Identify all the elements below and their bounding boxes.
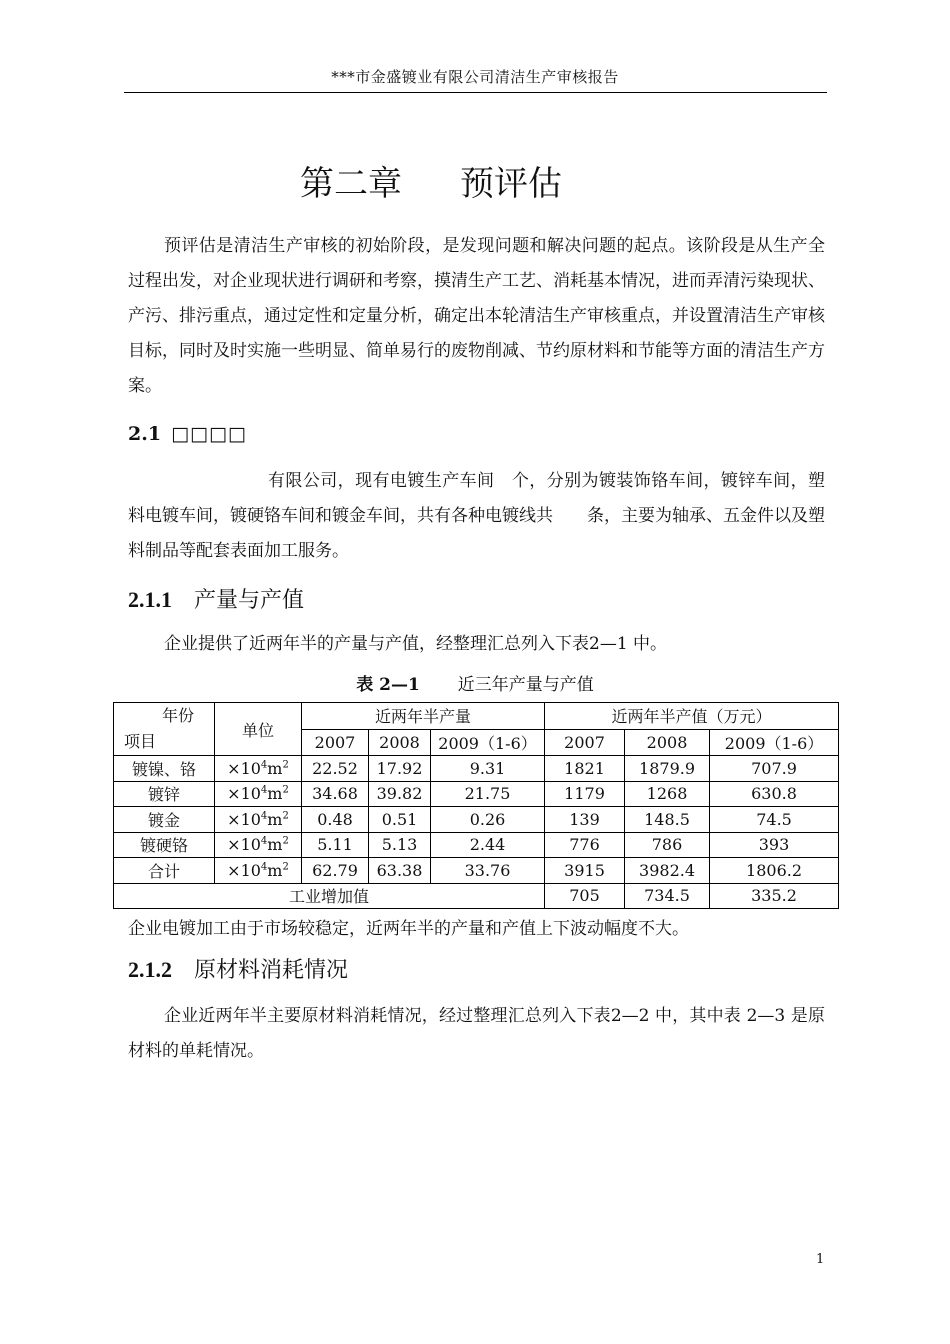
- unit-cell: $\times 10^4m^2$: [215, 807, 302, 833]
- value-cell: 148.5: [625, 807, 710, 833]
- output-cell: 63.38: [369, 858, 431, 884]
- table-title: 近三年产量与产值: [457, 675, 594, 695]
- intro-paragraph: 预评估是清洁生产审核的初始阶段，是发现问题和解决问题的起点。该阶段是从生产全过程出发，对企业现状进行调研和考察，摸清生产工艺、消耗基本情况，进而弄清污染现状、产污、排污重点，通过定性和定量分析，确定出本轮清洁生产审核重点，并设置清洁生产审核目标，同时及时实施一些明显、简单易行的废物削减、节约原材料和节能等方面的清洁生产方案。: [128, 236, 825, 396]
- table-row: [114, 756, 839, 782]
- unit-cell: $\times 10^4m^2$: [215, 858, 302, 884]
- item-cell: 合计: [114, 858, 215, 884]
- section-number: 2.1: [128, 423, 162, 445]
- chapter-number: 第二章: [300, 163, 402, 204]
- value-cell: 74.5: [710, 807, 839, 833]
- value-cell: 1268: [625, 781, 710, 807]
- section-2-1-2-paragraph: 企业近两年半主要原材料消耗情况，经过整理汇总列入下表2—2 中，其中表 2—3 是原材料的单耗情况。: [128, 1006, 825, 1061]
- output-cell: 2.44: [431, 832, 545, 858]
- value-cell: 776: [545, 832, 625, 858]
- section-2-1-1-heading: [128, 583, 304, 614]
- output-cell: 0.26: [431, 807, 545, 833]
- year-header: 2009（1-6）: [710, 729, 839, 756]
- table-number: 表 2—1: [356, 675, 420, 695]
- value-cell: 786: [625, 832, 710, 858]
- chapter-name: 预评估: [460, 163, 562, 204]
- output-cell: 0.51: [369, 807, 431, 833]
- value-cell: 630.8: [710, 781, 839, 807]
- year-header: 2009（1-6）: [431, 729, 545, 756]
- output-cell: 17.92: [369, 756, 431, 782]
- value-cell: 1879.9: [625, 756, 710, 782]
- table-note: 企业电镀加工由于市场较稳定，近两年半的产量和产值上下波动幅度不大。: [128, 919, 689, 939]
- value-cell: 1821: [545, 756, 625, 782]
- section-2-1-paragraph: 有限公司，现有电镀生产车间 个，分别为镀装饰铬车间，镀锌车间，塑料电镀车间，镀硬铬车间和镀金车间，共有各种电镀线共 条，主要为轴承、五金件以及塑料制品等配套表面加工服务。: [128, 471, 825, 561]
- table-header-row: [114, 703, 839, 730]
- output-value-table: [113, 702, 839, 909]
- output-cell: 33.76: [431, 858, 545, 884]
- table-row: [114, 832, 839, 858]
- year-header: 2007: [545, 729, 625, 756]
- section-number: 2.1.1: [128, 587, 172, 612]
- output-cell: 5.13: [369, 832, 431, 858]
- output-cell: 62.79: [302, 858, 369, 884]
- corner-cell: [114, 703, 215, 756]
- value-cell: 3982.4: [625, 858, 710, 884]
- year-header: 2008: [369, 729, 431, 756]
- value-cell: 705: [545, 883, 625, 909]
- item-cell: 镀锌: [114, 781, 215, 807]
- header-rule: [124, 92, 827, 93]
- unit-cell: $\times 10^4m^2$: [215, 781, 302, 807]
- table-row: [114, 781, 839, 807]
- value-cell: 1806.2: [710, 858, 839, 884]
- section-title: 原材料消耗情况: [194, 958, 349, 983]
- value-cell: 393: [710, 832, 839, 858]
- page-number: 1: [816, 1252, 825, 1267]
- table-row: [114, 807, 839, 833]
- section-number: 2.1.2: [128, 957, 172, 982]
- output-cell: 34.68: [302, 781, 369, 807]
- item-cell: 镀镍、铬: [114, 756, 215, 782]
- value-cell: 707.9: [710, 756, 839, 782]
- corner-item: 项目: [124, 732, 157, 751]
- unit-header: 单位: [215, 703, 302, 756]
- year-header: 2008: [625, 729, 710, 756]
- section-2-1-2-heading: [128, 953, 348, 984]
- year-header: 2007: [302, 729, 369, 756]
- section-title: 产量与产值: [194, 588, 305, 613]
- value-cell: 3915: [545, 858, 625, 884]
- value-group-header: 近两年半产值（万元）: [545, 703, 839, 730]
- value-cell: 139: [545, 807, 625, 833]
- value-cell: 734.5: [625, 883, 710, 909]
- output-cell: 0.48: [302, 807, 369, 833]
- table-row-total: [114, 858, 839, 884]
- added-value-label: 工业增加值: [114, 883, 545, 909]
- chapter-title: [300, 156, 562, 205]
- item-cell: 镀硬铬: [114, 832, 215, 858]
- corner-year: 年份: [162, 706, 195, 725]
- output-cell: 21.75: [431, 781, 545, 807]
- value-cell: 1179: [545, 781, 625, 807]
- unit-cell: $\times 10^4m^2$: [215, 756, 302, 782]
- page-header: ***市金盛镀业有限公司清洁生产审核报告: [331, 68, 619, 86]
- output-cell: 9.31: [431, 756, 545, 782]
- table-caption: [0, 670, 950, 695]
- output-cell: 39.82: [369, 781, 431, 807]
- item-cell: 镀金: [114, 807, 215, 833]
- table-row-added-value: [114, 883, 839, 909]
- unit-cell: $\times 10^4m^2$: [215, 832, 302, 858]
- value-cell: 335.2: [710, 883, 839, 909]
- section-2-1-heading: [128, 423, 247, 445]
- section-2-1-1-paragraph: 企业提供了近两年半的产量与产值，经整理汇总列入下表2—1 中。: [164, 634, 668, 654]
- output-cell: 5.11: [302, 832, 369, 858]
- section-label: □□□□: [171, 423, 247, 445]
- output-group-header: 近两年半产量: [302, 703, 545, 730]
- output-cell: 22.52: [302, 756, 369, 782]
